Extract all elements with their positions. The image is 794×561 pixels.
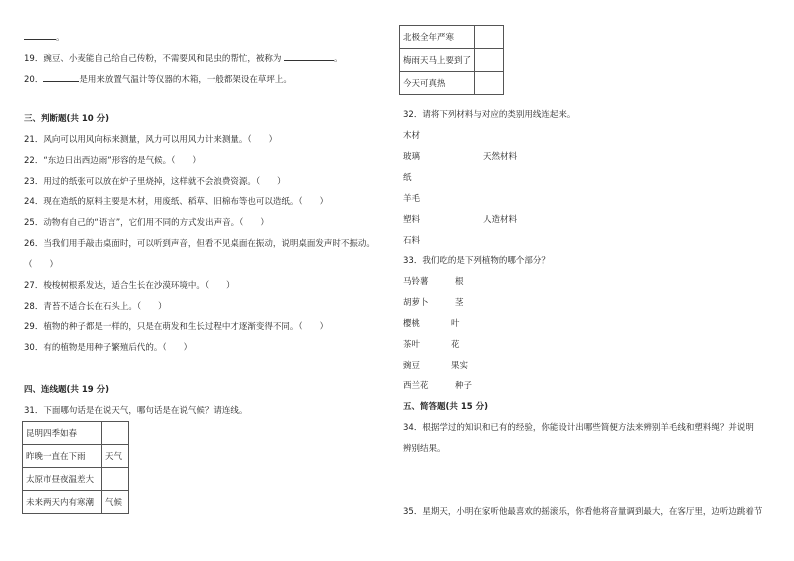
table-cell: 昆明四季如春: [23, 422, 102, 445]
material-item[interactable]: 纸: [403, 173, 412, 183]
question-34-cont: 辨别结果。: [403, 444, 446, 454]
table-cell: 北极全年严寒: [400, 26, 475, 49]
answer-blank[interactable]: [24, 31, 56, 40]
plant-item[interactable]: 马铃薯: [403, 277, 429, 287]
category-natural[interactable]: 天然材料: [483, 152, 518, 162]
plant-item[interactable]: 茶叶: [403, 340, 421, 350]
answer-blank[interactable]: [43, 73, 79, 82]
table-row: [23, 422, 129, 445]
material-item[interactable]: 塑料: [403, 215, 421, 225]
table-row: [23, 468, 129, 491]
material-item[interactable]: 石料: [403, 236, 421, 246]
plant-item[interactable]: 胡萝卜: [403, 298, 429, 308]
material-item[interactable]: 羊毛: [403, 194, 421, 204]
category-artificial[interactable]: 人造材料: [483, 215, 518, 225]
question-31: 31．下面哪句话是在说天气，哪句话是在说气候？请连线。: [24, 406, 248, 416]
question-21: 21．风向可以用风向标来测量，风力可以用风力计来测量。（ ）: [24, 135, 278, 145]
question-35: 35．星期天，小明在家听他最喜欢的摇滚乐，你看他将音量调到最大，在客厅里，边听边跳着节: [403, 507, 763, 517]
question-28: 28．青苔不适合长在石头上。（ ）: [24, 302, 167, 312]
weather-climate-table-continued: [399, 25, 504, 95]
question-30: 30．有的植物是用种子繁殖后代的。（ ）: [24, 343, 193, 353]
table-cell: 今天可真热: [400, 72, 475, 95]
table-cell: 梅雨天马上要到了: [400, 49, 475, 72]
question-19: 19．豌豆、小麦能自己给自己传粉，不需要风和昆虫的帮忙，被称为 。: [24, 54, 343, 64]
table-cell: 太原市昼夜温差大: [23, 468, 102, 491]
plant-part[interactable]: 叶: [451, 319, 460, 329]
table-cell: [475, 72, 504, 95]
question-25: 25．动物有自己的“语言”，它们用不同的方式发出声音。（ ）: [24, 218, 269, 228]
table-row: [400, 72, 504, 95]
section-4-heading: 四、连线题(共 19 分): [24, 385, 110, 395]
table-cell: [475, 26, 504, 49]
question-20: 20． 是用来放置气温计等仪器的木箱，一般都架设在草坪上。: [24, 75, 292, 85]
table-row: [23, 445, 129, 468]
table-cell: 天气: [102, 445, 129, 468]
question-29: 29．植物的种子都是一样的，只是在萌发和生长过程中才逐渐变得不同。（ ）: [24, 322, 329, 332]
plant-item[interactable]: 豌豆: [403, 361, 421, 371]
plant-item[interactable]: 西兰花: [403, 381, 429, 391]
plant-part[interactable]: 花: [451, 340, 460, 350]
plant-part[interactable]: 茎: [455, 298, 464, 308]
plant-part[interactable]: 种子: [455, 381, 473, 391]
material-item[interactable]: 木材: [403, 131, 421, 141]
weather-climate-table: [22, 421, 129, 514]
table-cell: [102, 468, 129, 491]
table-cell: 气候: [102, 491, 129, 514]
plant-item[interactable]: 樱桃: [403, 319, 421, 329]
table-row: [23, 491, 129, 514]
plant-part[interactable]: 根: [455, 277, 464, 287]
question-26: 26．当我们用手敲击桌面时，可以听到声音，但看不见桌面在振动，说明桌面发声时不振动。: [24, 239, 375, 249]
question-34: 34．根据学过的知识和已有的经验，你能设计出哪些简便方法来辨别羊毛线和塑料绳？并说明: [403, 423, 754, 433]
question-27: 27．梭梭树根系发达，适合生长在沙漠环境中。（ ）: [24, 281, 235, 291]
plant-part[interactable]: 果实: [451, 361, 469, 371]
table-row: [400, 49, 504, 72]
question-26-answer: （ ）: [24, 260, 59, 270]
question-23: 23．用过的纸张可以放在炉子里烧掉，这样就不会浪费资源。（ ）: [24, 177, 286, 187]
question-32: 32．请将下列材料与对应的类别用线连起来。: [403, 110, 576, 120]
table-cell: 昨晚一直在下雨: [23, 445, 102, 468]
question-22: 22．“东边日出西边雨”形容的是气候。（ ）: [24, 156, 201, 166]
question-33: 33．我们吃的是下列植物的哪个部分？: [403, 256, 550, 266]
leading-answer-line: 。: [24, 31, 65, 44]
answer-blank[interactable]: [284, 52, 334, 61]
section-5-heading: 五、简答题(共 15 分): [403, 402, 489, 412]
material-item[interactable]: 玻璃: [403, 152, 421, 162]
table-cell: 未来两天内有寒潮: [23, 491, 102, 514]
table-cell: [102, 422, 129, 445]
table-row: [400, 26, 504, 49]
table-cell: [475, 49, 504, 72]
question-24: 24．现在造纸的原料主要是木材，用废纸、稻草、旧棉布等也可以造纸。（ ）: [24, 197, 329, 207]
section-3-heading: 三、判断题(共 10 分): [24, 114, 110, 124]
